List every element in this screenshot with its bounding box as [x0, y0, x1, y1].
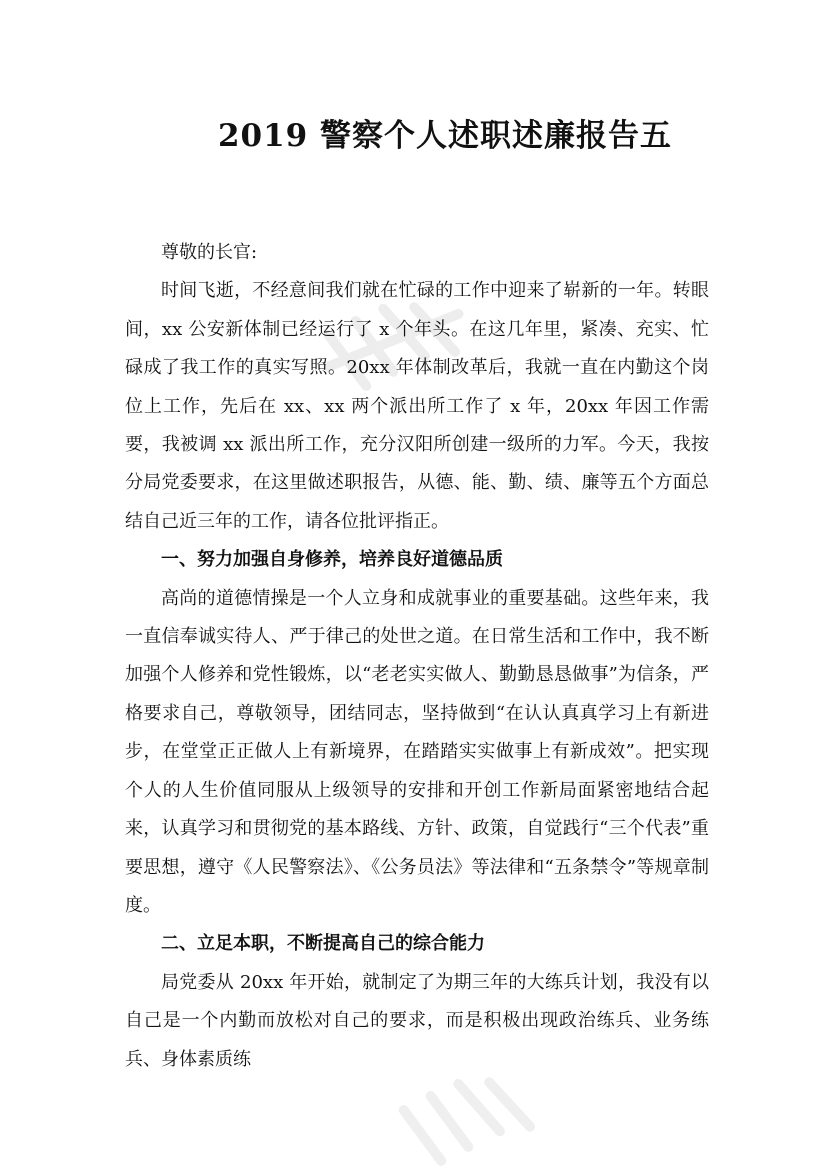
paragraph-morality: 高尚的道德情操是一个人立身和成就事业的重要基础。这些年来，我一直信奉诚实待人、严于律己的处世之道。在日常生活和工作中，我不断加强个人修养和党性锻炼，以“老老实实做人、勤勤恳恳做事”为信条，严格要求自己，尊敬领导，团结同志，坚持做到“在认认真真学习上有新进步，在堂堂正正做人上有新境界，在踏踏实实做事上有新成效”。把实现个人的人生价值同服从上级领导的安排和开创工作新局面紧密地结合起来，认真学习和贯彻党的基本路线、方针、政策，自觉践行“三个代表”重要思想，遵守《人民警察法》、《公务员法》等法律和“五条禁令”等规章制度。: [125, 587, 709, 916]
paragraph-ability: 局党委从 20xx 年开始，就制定了为期三年的大练兵计划，我没有以自己是一个内勤而放松对自己的要求，而是积极出现政治练兵、业务练兵、身体素质练: [125, 971, 709, 1070]
paragraph-intro: 时间飞逝，不经意间我们就在忙碌的工作中迎来了崭新的一年。转眼间，xx 公安新体制已经运行了 x 个年头。在这几年里，紧凑、充实、忙碌成了我工作的真实写照。20xx 年体制改革后，我就一直在内勤这个岗位上工作，先后在 xx、xx 两个派出所工作了 x 年，20xx 年因工作需要，我被调 xx 派出所工作，充分汉阳所创建一级所的力军。今天，我按分局党委要求，在这里做述职报告，从德、能、勤、绩、廉等五个方面总结自己近三年的工作，请各位批评指正。: [125, 280, 709, 532]
section-heading-1: 一、努力加强自身修养，培养良好道德品质: [161, 549, 503, 571]
salutation: 尊敬的长官:: [161, 242, 258, 263]
document-body: [125, 234, 709, 1079]
page-title: 2019 警察个人述职述廉报告五: [217, 118, 673, 154]
watermark-mark-bottom: [401, 1067, 531, 1167]
section-heading-2: 二、立足本职，不断提高自己的综合能力: [161, 933, 485, 955]
